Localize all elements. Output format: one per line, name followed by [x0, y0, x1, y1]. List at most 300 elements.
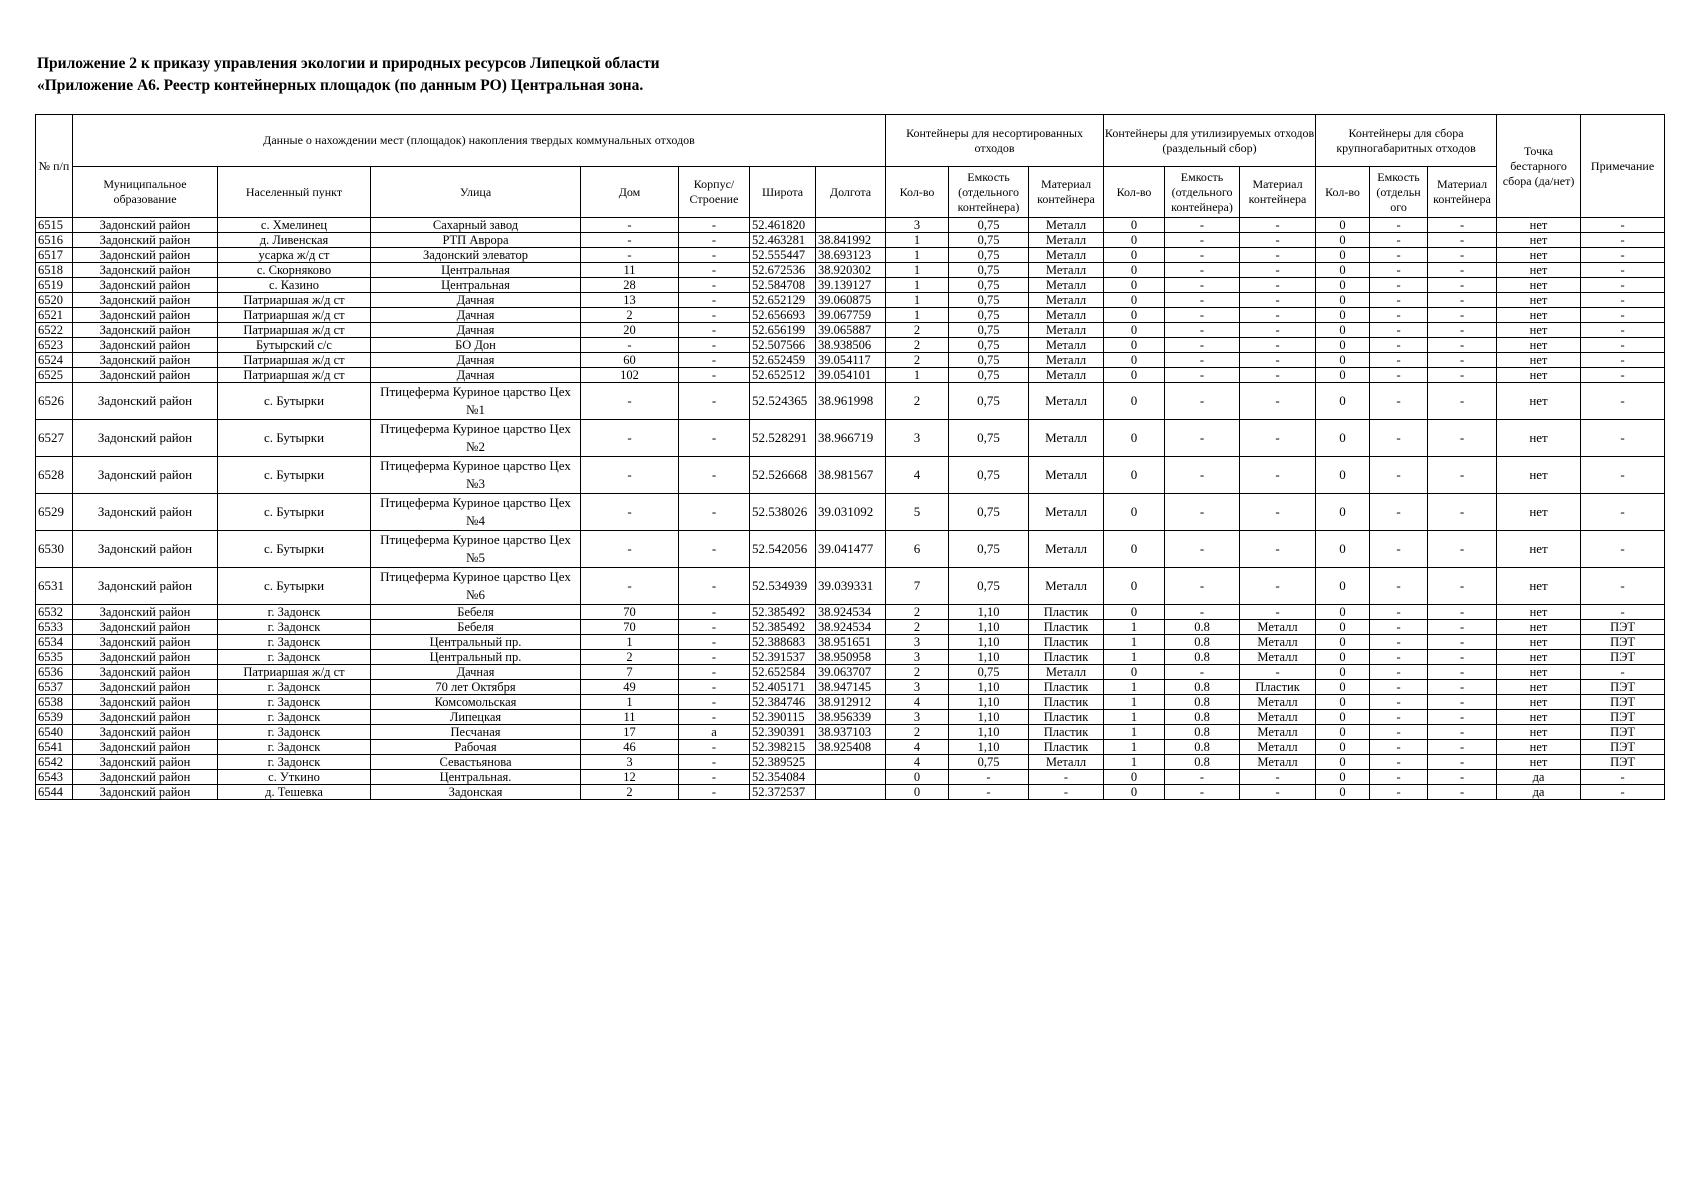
row-number: 6527: [36, 420, 73, 457]
house-cell: 70: [581, 620, 679, 635]
note-cell: -: [1581, 248, 1665, 263]
bulky-count-cell: 0: [1316, 650, 1370, 665]
longitude-cell: [816, 218, 886, 233]
bulky-capacity-cell: -: [1370, 457, 1428, 494]
settlement-cell: г. Задонск: [218, 710, 371, 725]
municipality-cell: Задонский район: [73, 620, 218, 635]
recycled-material-cell: -: [1240, 278, 1316, 293]
recycled-capacity-cell: 0.8: [1165, 620, 1240, 635]
recycled-count-cell: 0: [1104, 248, 1165, 263]
building-cell: -: [679, 710, 750, 725]
bulky-count-cell: 0: [1316, 353, 1370, 368]
municipality-cell: Задонский район: [73, 680, 218, 695]
unsorted-count-cell: 2: [886, 383, 949, 420]
bulky-capacity-cell: -: [1370, 635, 1428, 650]
row-number: 6516: [36, 233, 73, 248]
header-building: Корпус/ Строение: [679, 167, 750, 218]
note-cell: -: [1581, 323, 1665, 338]
unsorted-capacity-cell: 1,10: [949, 605, 1029, 620]
settlement-cell: усарка ж/д ст: [218, 248, 371, 263]
unsorted-capacity-cell: 1,10: [949, 620, 1029, 635]
bulk-point-cell: нет: [1497, 650, 1581, 665]
recycled-count-cell: 0: [1104, 218, 1165, 233]
recycled-capacity-cell: -: [1165, 568, 1240, 605]
house-cell: 3: [581, 755, 679, 770]
note-cell: ПЭТ: [1581, 635, 1665, 650]
table-row: [36, 770, 1665, 785]
header-unsorted-material: Материал контейнера: [1029, 167, 1104, 218]
bulk-point-cell: нет: [1497, 308, 1581, 323]
unsorted-count-cell: 4: [886, 755, 949, 770]
settlement-cell: г. Задонск: [218, 635, 371, 650]
bulky-capacity-cell: -: [1370, 248, 1428, 263]
note-cell: ПЭТ: [1581, 725, 1665, 740]
recycled-material-cell: -: [1240, 248, 1316, 263]
row-number: 6529: [36, 494, 73, 531]
row-number: 6533: [36, 620, 73, 635]
recycled-count-cell: 1: [1104, 635, 1165, 650]
municipality-cell: Задонский район: [73, 665, 218, 680]
note-cell: -: [1581, 568, 1665, 605]
unsorted-material-cell: Пластик: [1029, 695, 1104, 710]
note-cell: -: [1581, 665, 1665, 680]
building-cell: -: [679, 308, 750, 323]
bulky-count-cell: 0: [1316, 665, 1370, 680]
settlement-cell: г. Задонск: [218, 755, 371, 770]
municipality-cell: Задонский район: [73, 338, 218, 353]
house-cell: 70: [581, 605, 679, 620]
house-cell: 49: [581, 680, 679, 695]
street-cell: Центральная: [371, 278, 581, 293]
row-number: 6521: [36, 308, 73, 323]
bulk-point-cell: нет: [1497, 368, 1581, 383]
recycled-capacity-cell: -: [1165, 494, 1240, 531]
unsorted-material-cell: Пластик: [1029, 740, 1104, 755]
municipality-cell: Задонский район: [73, 263, 218, 278]
house-cell: -: [581, 494, 679, 531]
header-unsorted-capacity: Емкость (отдельного контейнера): [949, 167, 1029, 218]
municipality-cell: Задонский район: [73, 218, 218, 233]
recycled-count-cell: 0: [1104, 494, 1165, 531]
municipality-cell: Задонский район: [73, 710, 218, 725]
note-cell: -: [1581, 785, 1665, 800]
recycled-material-cell: -: [1240, 263, 1316, 278]
settlement-cell: Патриаршая ж/д ст: [218, 665, 371, 680]
header-recycled-capacity: Емкость (отдельного контейнера): [1165, 167, 1240, 218]
longitude-cell: 38.966719: [816, 420, 886, 457]
unsorted-capacity-cell: 1,10: [949, 725, 1029, 740]
longitude-cell: 38.951651: [816, 635, 886, 650]
note-cell: -: [1581, 293, 1665, 308]
table-row: [36, 308, 1665, 323]
bulky-material-cell: -: [1428, 755, 1497, 770]
settlement-cell: с. Хмелинец: [218, 218, 371, 233]
latitude-cell: 52.534939: [750, 568, 816, 605]
unsorted-material-cell: Металл: [1029, 293, 1104, 308]
unsorted-capacity-cell: 0,75: [949, 248, 1029, 263]
heading-line-2: «Приложение А6. Реестр контейнерных площадок (по данным РО) Центральная зона.: [37, 77, 644, 94]
latitude-cell: 52.354084: [750, 770, 816, 785]
building-cell: -: [679, 785, 750, 800]
recycled-capacity-cell: -: [1165, 383, 1240, 420]
unsorted-count-cell: 0: [886, 770, 949, 785]
row-number: 6541: [36, 740, 73, 755]
house-cell: -: [581, 233, 679, 248]
bulky-material-cell: -: [1428, 605, 1497, 620]
bulky-material-cell: -: [1428, 770, 1497, 785]
street-cell: Дачная: [371, 353, 581, 368]
row-number: 6515: [36, 218, 73, 233]
recycled-capacity-cell: -: [1165, 308, 1240, 323]
longitude-cell: 38.981567: [816, 457, 886, 494]
recycled-material-cell: -: [1240, 338, 1316, 353]
note-cell: -: [1581, 308, 1665, 323]
bulky-capacity-cell: -: [1370, 605, 1428, 620]
unsorted-capacity-cell: -: [949, 770, 1029, 785]
unsorted-count-cell: 1: [886, 248, 949, 263]
latitude-cell: 52.390391: [750, 725, 816, 740]
building-cell: -: [679, 665, 750, 680]
table-body: [36, 218, 1665, 800]
header-bulky-capacity-text: Емкость (отдельн ого: [1376, 169, 1421, 214]
row-number: 6537: [36, 680, 73, 695]
house-cell: 20: [581, 323, 679, 338]
bulky-material-cell: -: [1428, 420, 1497, 457]
bulk-point-cell: нет: [1497, 494, 1581, 531]
bulk-point-cell: нет: [1497, 233, 1581, 248]
recycled-material-cell: -: [1240, 420, 1316, 457]
recycled-count-cell: 0: [1104, 293, 1165, 308]
bulk-point-cell: нет: [1497, 695, 1581, 710]
unsorted-count-cell: 1: [886, 368, 949, 383]
bulk-point-cell: нет: [1497, 383, 1581, 420]
bulk-point-cell: нет: [1497, 248, 1581, 263]
row-number: 6524: [36, 353, 73, 368]
settlement-cell: с. Бутырки: [218, 383, 371, 420]
municipality-cell: Задонский район: [73, 725, 218, 740]
house-cell: 1: [581, 695, 679, 710]
unsorted-capacity-cell: 0,75: [949, 755, 1029, 770]
row-number: 6530: [36, 531, 73, 568]
municipality-cell: Задонский район: [73, 695, 218, 710]
recycled-capacity-cell: 0.8: [1165, 680, 1240, 695]
longitude-cell: 38.924534: [816, 605, 886, 620]
bulk-point-cell: нет: [1497, 353, 1581, 368]
unsorted-count-cell: 3: [886, 420, 949, 457]
unsorted-count-cell: 2: [886, 605, 949, 620]
unsorted-material-cell: Металл: [1029, 233, 1104, 248]
recycled-capacity-cell: -: [1165, 263, 1240, 278]
header-bulky-group: Контейнеры для сбора крупногабаритных отходов: [1316, 115, 1497, 167]
unsorted-material-cell: Металл: [1029, 568, 1104, 605]
table-row: [36, 353, 1665, 368]
bulky-capacity-cell: -: [1370, 420, 1428, 457]
unsorted-capacity-cell: 0,75: [949, 368, 1029, 383]
latitude-cell: 52.555447: [750, 248, 816, 263]
bulk-point-cell: нет: [1497, 218, 1581, 233]
recycled-count-cell: 0: [1104, 308, 1165, 323]
building-cell: -: [679, 323, 750, 338]
street-cell: Песчаная: [371, 725, 581, 740]
row-number: 6523: [36, 338, 73, 353]
unsorted-material-cell: Металл: [1029, 263, 1104, 278]
recycled-material-cell: Металл: [1240, 710, 1316, 725]
row-number: 6518: [36, 263, 73, 278]
bulky-capacity-cell: -: [1370, 494, 1428, 531]
unsorted-count-cell: 4: [886, 695, 949, 710]
bulky-capacity-cell: -: [1370, 353, 1428, 368]
unsorted-capacity-cell: 0,75: [949, 665, 1029, 680]
latitude-cell: 52.391537: [750, 650, 816, 665]
recycled-count-cell: 0: [1104, 233, 1165, 248]
note-cell: -: [1581, 770, 1665, 785]
street-cell: Птицеферма Куриное царство Цех №6: [371, 568, 581, 605]
building-cell: -: [679, 620, 750, 635]
municipality-cell: Задонский район: [73, 457, 218, 494]
note-cell: -: [1581, 278, 1665, 293]
recycled-capacity-cell: 0.8: [1165, 740, 1240, 755]
street-cell: Центральная.: [371, 770, 581, 785]
street-cell: Птицеферма Куриное царство Цех №2: [371, 420, 581, 457]
building-cell: -: [679, 233, 750, 248]
building-cell: -: [679, 218, 750, 233]
building-cell: -: [679, 353, 750, 368]
longitude-cell: 38.924534: [816, 620, 886, 635]
municipality-cell: Задонский район: [73, 233, 218, 248]
unsorted-capacity-cell: 1,10: [949, 695, 1029, 710]
street-cell: Птицеферма Куриное царство Цех №1: [371, 383, 581, 420]
unsorted-capacity-cell: 0,75: [949, 531, 1029, 568]
latitude-cell: 52.389525: [750, 755, 816, 770]
recycled-count-cell: 1: [1104, 695, 1165, 710]
unsorted-count-cell: 2: [886, 353, 949, 368]
unsorted-capacity-cell: 0,75: [949, 278, 1029, 293]
settlement-cell: с. Бутырки: [218, 568, 371, 605]
municipality-cell: Задонский район: [73, 568, 218, 605]
note-cell: -: [1581, 383, 1665, 420]
note-cell: -: [1581, 457, 1665, 494]
longitude-cell: 39.139127: [816, 278, 886, 293]
recycled-material-cell: -: [1240, 368, 1316, 383]
bulky-material-cell: -: [1428, 710, 1497, 725]
settlement-cell: с. Бутырки: [218, 494, 371, 531]
unsorted-material-cell: Металл: [1029, 494, 1104, 531]
table-row: [36, 278, 1665, 293]
street-cell: 70 лет Октября: [371, 680, 581, 695]
note-cell: ПЭТ: [1581, 755, 1665, 770]
building-cell: -: [679, 568, 750, 605]
row-number: 6544: [36, 785, 73, 800]
bulky-material-cell: -: [1428, 383, 1497, 420]
house-cell: 7: [581, 665, 679, 680]
unsorted-count-cell: 2: [886, 620, 949, 635]
settlement-cell: Патриаршая ж/д ст: [218, 368, 371, 383]
table-row: [36, 383, 1665, 420]
bulky-material-cell: -: [1428, 740, 1497, 755]
unsorted-material-cell: Металл: [1029, 248, 1104, 263]
house-cell: 11: [581, 263, 679, 278]
municipality-cell: Задонский район: [73, 383, 218, 420]
unsorted-material-cell: Пластик: [1029, 605, 1104, 620]
house-cell: 1: [581, 635, 679, 650]
settlement-cell: с. Бутырки: [218, 420, 371, 457]
latitude-cell: 52.405171: [750, 680, 816, 695]
unsorted-capacity-cell: 1,10: [949, 710, 1029, 725]
longitude-cell: 38.920302: [816, 263, 886, 278]
building-cell: -: [679, 695, 750, 710]
note-cell: ПЭТ: [1581, 695, 1665, 710]
house-cell: -: [581, 218, 679, 233]
recycled-material-cell: -: [1240, 665, 1316, 680]
bulky-material-cell: -: [1428, 338, 1497, 353]
bulky-count-cell: 0: [1316, 680, 1370, 695]
street-cell: Птицеферма Куриное царство Цех №3: [371, 457, 581, 494]
longitude-cell: 39.039331: [816, 568, 886, 605]
bulk-point-cell: нет: [1497, 665, 1581, 680]
recycled-count-cell: 1: [1104, 650, 1165, 665]
recycled-material-cell: -: [1240, 383, 1316, 420]
bulky-material-cell: -: [1428, 620, 1497, 635]
unsorted-material-cell: -: [1029, 770, 1104, 785]
street-cell: Дачная: [371, 368, 581, 383]
bulky-count-cell: 0: [1316, 420, 1370, 457]
settlement-cell: г. Задонск: [218, 695, 371, 710]
municipality-cell: Задонский район: [73, 420, 218, 457]
note-cell: -: [1581, 233, 1665, 248]
house-cell: 28: [581, 278, 679, 293]
header-lon: Долгота: [816, 167, 886, 218]
unsorted-material-cell: Пластик: [1029, 710, 1104, 725]
document-heading: [37, 53, 660, 97]
recycled-count-cell: 1: [1104, 710, 1165, 725]
latitude-cell: 52.652512: [750, 368, 816, 383]
house-cell: 2: [581, 650, 679, 665]
municipality-cell: Задонский район: [73, 278, 218, 293]
latitude-cell: 52.652129: [750, 293, 816, 308]
recycled-capacity-cell: 0.8: [1165, 725, 1240, 740]
note-cell: -: [1581, 338, 1665, 353]
recycled-count-cell: 1: [1104, 725, 1165, 740]
recycled-capacity-cell: -: [1165, 293, 1240, 308]
recycled-material-cell: -: [1240, 568, 1316, 605]
note-cell: ПЭТ: [1581, 620, 1665, 635]
recycled-material-cell: -: [1240, 353, 1316, 368]
longitude-cell: 38.956339: [816, 710, 886, 725]
recycled-count-cell: 1: [1104, 740, 1165, 755]
note-cell: -: [1581, 531, 1665, 568]
unsorted-capacity-cell: 1,10: [949, 650, 1029, 665]
bulky-capacity-cell: -: [1370, 308, 1428, 323]
table-row: [36, 725, 1665, 740]
unsorted-capacity-cell: 0,75: [949, 263, 1029, 278]
row-number: 6517: [36, 248, 73, 263]
municipality-cell: Задонский район: [73, 785, 218, 800]
settlement-cell: г. Задонск: [218, 740, 371, 755]
bulk-point-cell: нет: [1497, 740, 1581, 755]
unsorted-count-cell: 2: [886, 323, 949, 338]
unsorted-material-cell: Металл: [1029, 457, 1104, 494]
header-street: Улица: [371, 167, 581, 218]
note-cell: -: [1581, 263, 1665, 278]
recycled-count-cell: 0: [1104, 323, 1165, 338]
house-cell: 11: [581, 710, 679, 725]
table-row: [36, 338, 1665, 353]
table-row: [36, 620, 1665, 635]
recycled-count-cell: 0: [1104, 278, 1165, 293]
street-cell: Птицеферма Куриное царство Цех №4: [371, 494, 581, 531]
recycled-material-cell: -: [1240, 233, 1316, 248]
municipality-cell: Задонский район: [73, 293, 218, 308]
unsorted-count-cell: 4: [886, 457, 949, 494]
unsorted-material-cell: Металл: [1029, 218, 1104, 233]
recycled-capacity-cell: 0.8: [1165, 635, 1240, 650]
latitude-cell: 52.526668: [750, 457, 816, 494]
recycled-count-cell: 1: [1104, 620, 1165, 635]
recycled-count-cell: 0: [1104, 420, 1165, 457]
header-municipality: Муниципальное образование: [73, 167, 218, 218]
unsorted-count-cell: 3: [886, 680, 949, 695]
longitude-cell: 38.693123: [816, 248, 886, 263]
settlement-cell: д. Ливенская: [218, 233, 371, 248]
recycled-capacity-cell: -: [1165, 457, 1240, 494]
recycled-count-cell: 0: [1104, 605, 1165, 620]
recycled-count-cell: 0: [1104, 531, 1165, 568]
recycled-material-cell: Металл: [1240, 635, 1316, 650]
street-cell: РТП Аврора: [371, 233, 581, 248]
row-number: 6536: [36, 665, 73, 680]
table-row: [36, 263, 1665, 278]
longitude-cell: 39.060875: [816, 293, 886, 308]
recycled-count-cell: 0: [1104, 263, 1165, 278]
unsorted-material-cell: Металл: [1029, 755, 1104, 770]
house-cell: -: [581, 457, 679, 494]
bulky-material-cell: -: [1428, 680, 1497, 695]
longitude-cell: [816, 770, 886, 785]
note-cell: -: [1581, 218, 1665, 233]
house-cell: 102: [581, 368, 679, 383]
bulky-count-cell: 0: [1316, 323, 1370, 338]
settlement-cell: г. Задонск: [218, 605, 371, 620]
municipality-cell: Задонский район: [73, 605, 218, 620]
recycled-material-cell: Металл: [1240, 725, 1316, 740]
bulky-material-cell: -: [1428, 308, 1497, 323]
bulky-capacity-cell: -: [1370, 740, 1428, 755]
header-num: № п/п: [36, 115, 73, 218]
street-cell: Бебеля: [371, 605, 581, 620]
latitude-cell: 52.384746: [750, 695, 816, 710]
bulky-count-cell: 0: [1316, 695, 1370, 710]
bulky-material-cell: -: [1428, 665, 1497, 680]
settlement-cell: Патриаршая ж/д ст: [218, 353, 371, 368]
bulk-point-cell: нет: [1497, 620, 1581, 635]
recycled-material-cell: Металл: [1240, 620, 1316, 635]
recycled-capacity-cell: -: [1165, 323, 1240, 338]
building-cell: -: [679, 531, 750, 568]
bulky-material-cell: -: [1428, 695, 1497, 710]
settlement-cell: с. Бутырки: [218, 457, 371, 494]
latitude-cell: 52.390115: [750, 710, 816, 725]
note-cell: -: [1581, 494, 1665, 531]
unsorted-material-cell: Пластик: [1029, 725, 1104, 740]
row-number: 6532: [36, 605, 73, 620]
street-cell: Птицеферма Куриное царство Цех №5: [371, 531, 581, 568]
unsorted-capacity-cell: 0,75: [949, 323, 1029, 338]
unsorted-material-cell: Пластик: [1029, 635, 1104, 650]
header-settlement: Населенный пункт: [218, 167, 371, 218]
bulky-material-cell: -: [1428, 263, 1497, 278]
unsorted-count-cell: 3: [886, 635, 949, 650]
bulk-point-cell: нет: [1497, 323, 1581, 338]
